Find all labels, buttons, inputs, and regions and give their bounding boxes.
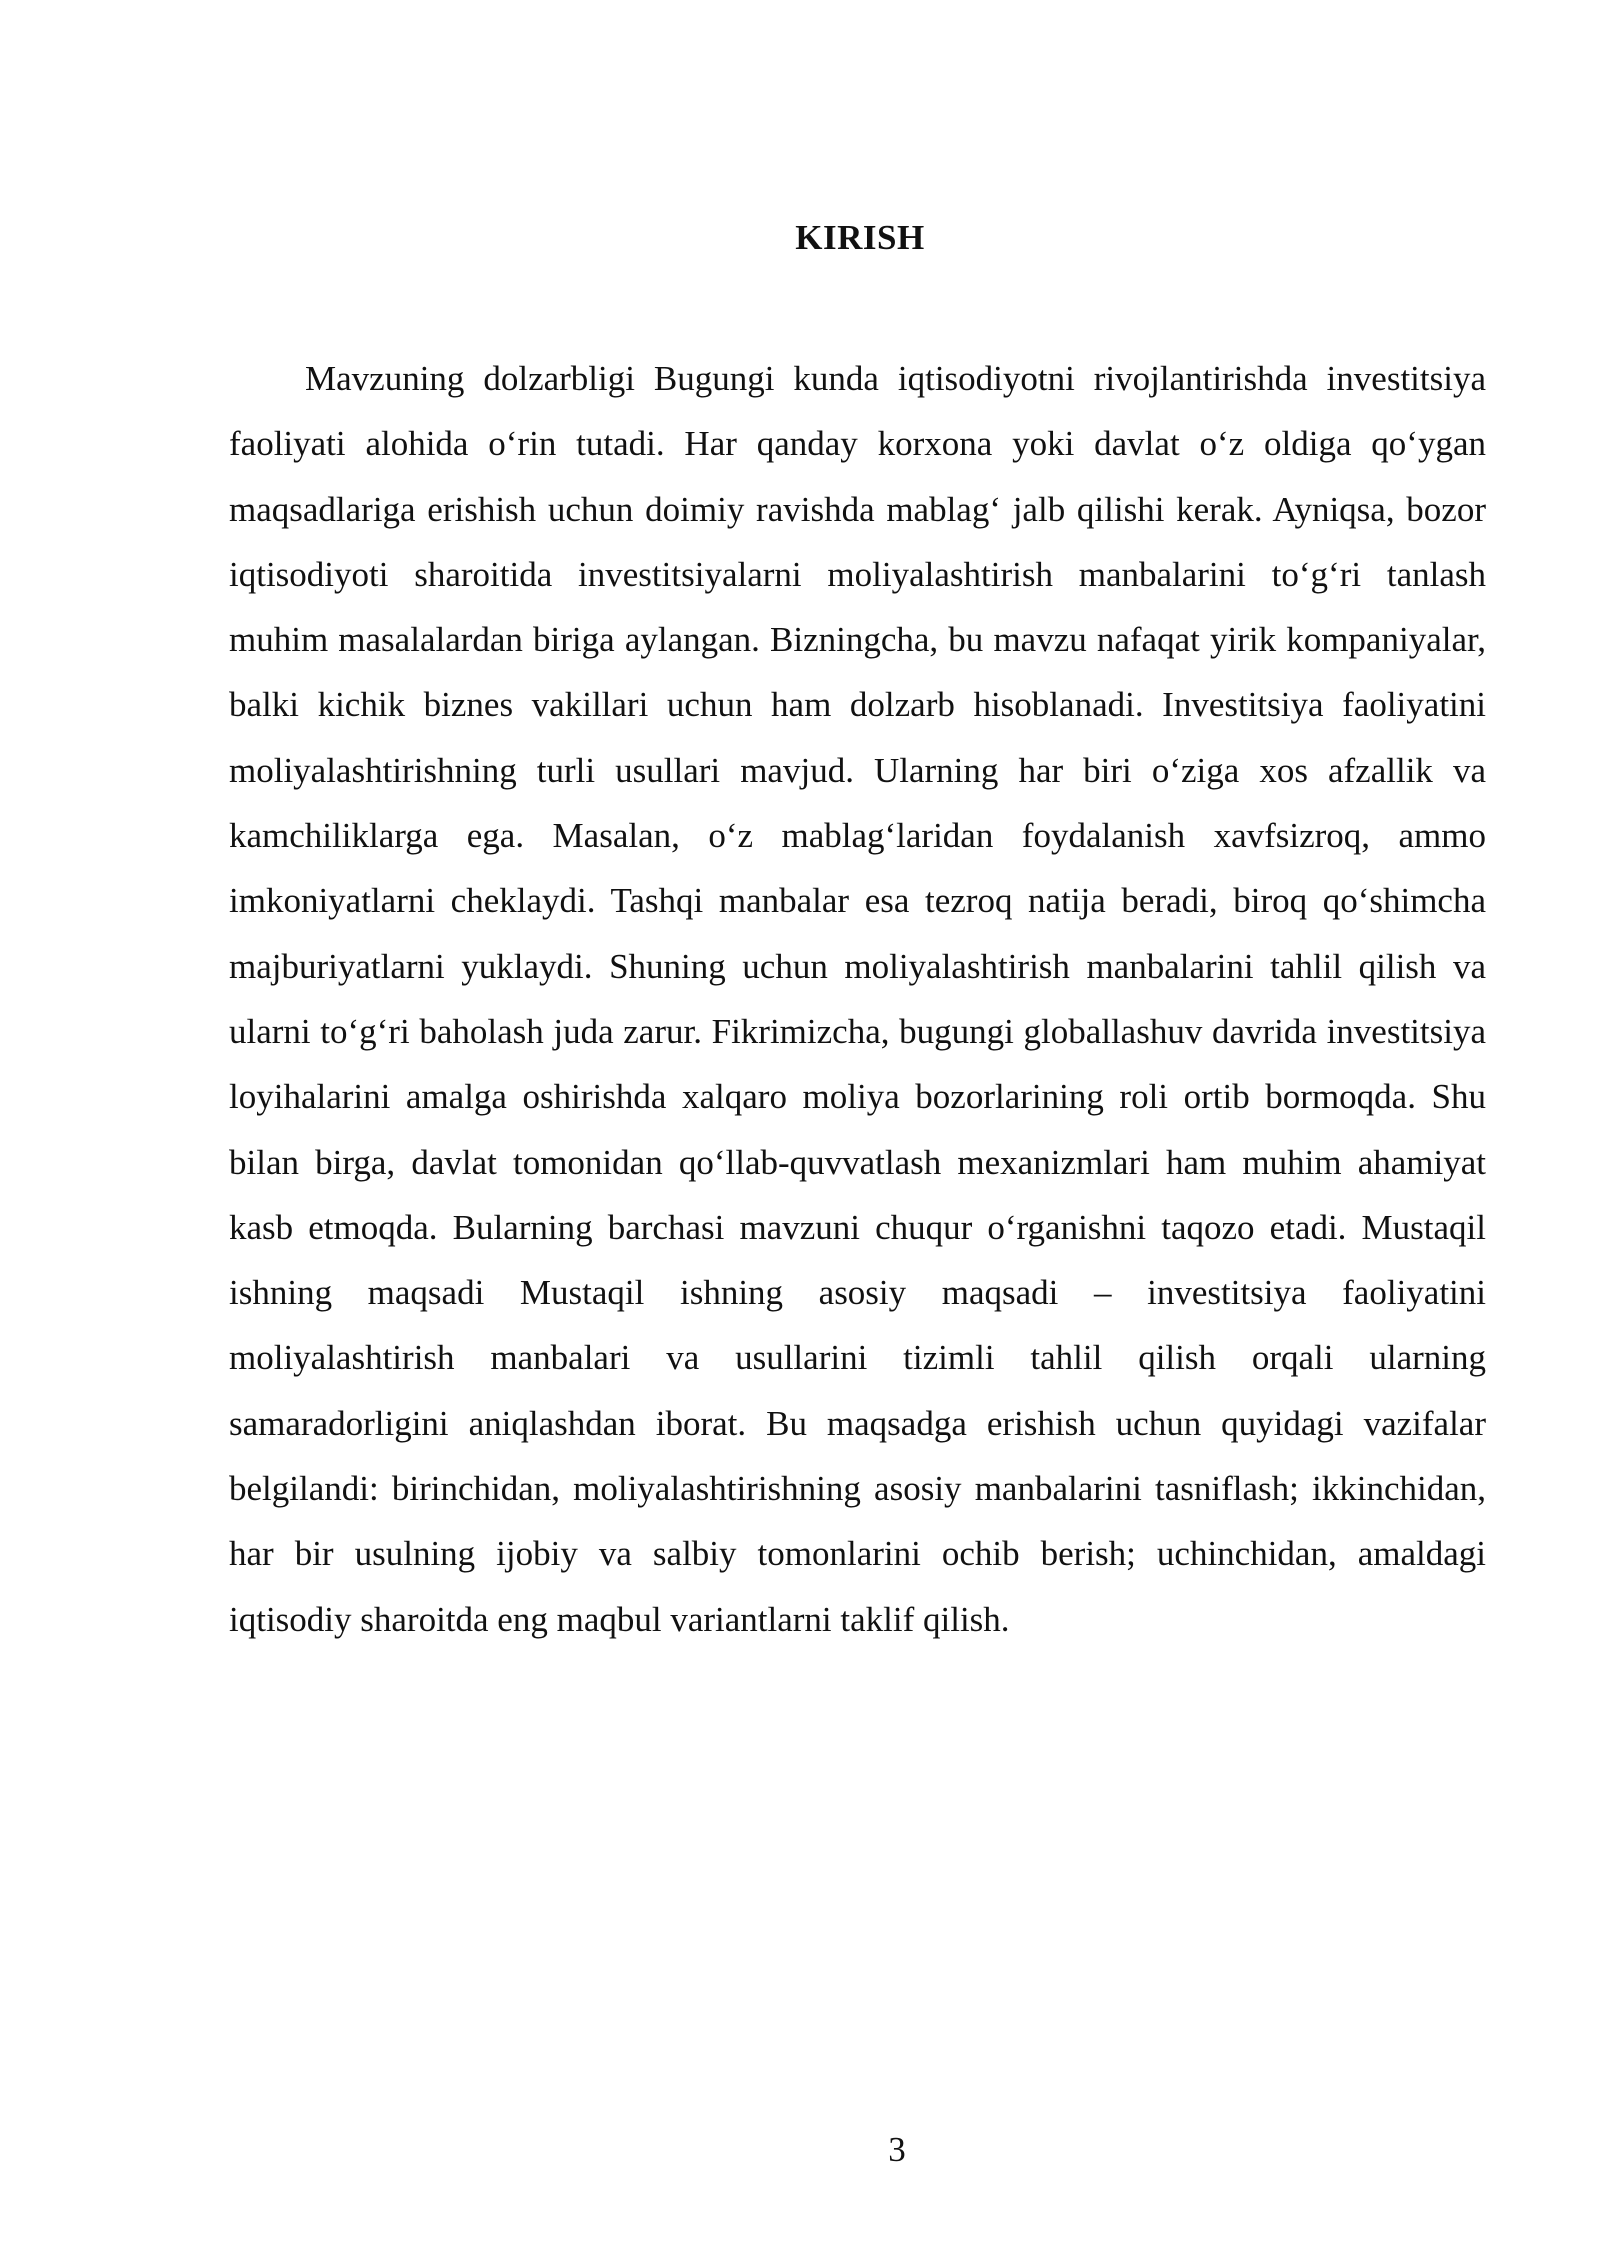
body-paragraph: Mavzuning dolzarbligi Bugungi kunda iqtisodiyotni rivojlantirishda investitsiya faoliyati alohida o‘rin tutadi. Har qanday korxona yoki davlat o‘z oldiga qo‘ygan maqsadlariga erishish uchun doimiy ravishda mablag‘ jalb qilishi kerak. Ayniqsa, bozor iqtisodiyoti sharoitida investitsiyalarni moliyalashtirish manbalarini to‘g‘ri tanlash muhim masalalardan biriga aylangan. Bizningcha, bu mavzu nafaqat yirik kompaniyalar, balki kichik biznes vakillari uchun ham dolzarb hisoblanadi. Investitsiya faoliyatini moliyalashtirishning turli usullari mavjud. Ularning har biri o‘ziga xos afzallik va kamchiliklarga ega. Masalan, o‘z mablag‘laridan foydalanish xavfsizroq, ammo imkoniyatlarni cheklaydi. Tashqi manbalar esa tezroq natija beradi, biroq qo‘shimcha majburiyatlarni yuklaydi. Shuning uchun moliyalashtirish manbalarini tahlil qilish va ularni to‘g‘ri baholash juda zarur. Fikrimizcha, bugungi globallashuv davrida investitsiya loyihalarini amalga oshirishda xalqaro moliya bozorlarining roli ortib bormoqda. Shu bilan birga, davlat tomonidan qo‘llab-quvvatlash mexanizmlari ham muhim ahamiyat kasb etmoqda. Bularning barchasi mavzuni chuqur o‘rganishni taqozo etadi. Mustaqil ishning maqsadi Mustaqil ishning asosiy maqsadi – investitsiya faoliyatini moliyalashtirish manbalari va usullarini tizimli tahlil qilish orqali ularning samaradorligini aniqlashdan iborat. Bu maqsadga erishish uchun quyidagi vazifalar belgilandi: birinchidan, moliyalashtirishning asosiy manbalarini tasniflash; ikkinchidan, har bir usulning ijobiy va salbiy tomonlarini ochib berish; uchinchidan, amaldagi iqtisodiy sharoitda eng maqbul variantlarni taklif qilish.	[229, 359, 1486, 1639]
page-title: KIRISH	[795, 218, 925, 257]
page-number: 3	[888, 2130, 906, 2169]
